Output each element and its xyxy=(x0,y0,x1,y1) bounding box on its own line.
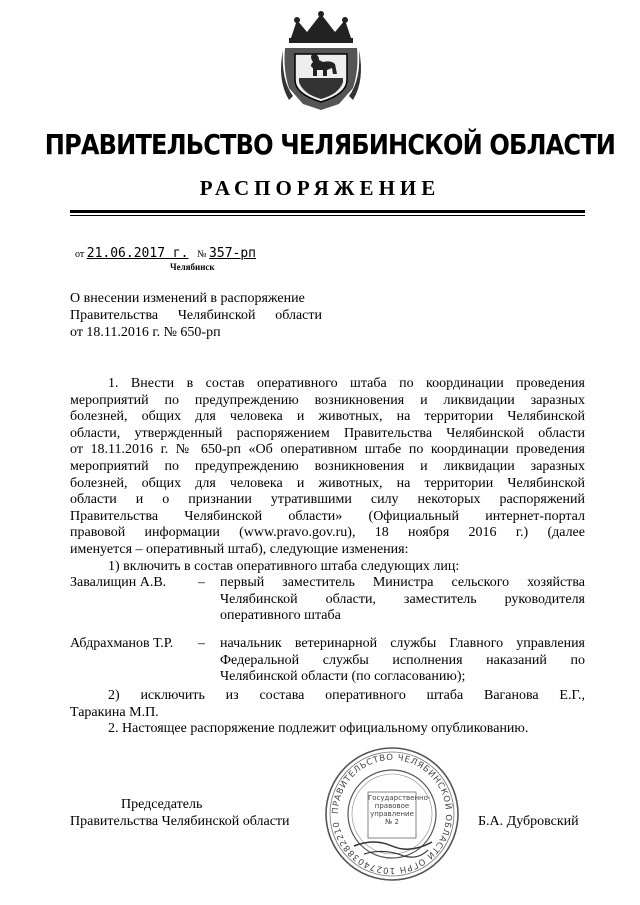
document-date: 21.06.2017 г. xyxy=(86,246,189,261)
subject-line: Правительства Челябинской области xyxy=(70,308,322,323)
person-dash: – xyxy=(198,636,205,651)
item-1-line: 1. Внести в состав оперативного штаба по координации проведения xyxy=(108,376,585,391)
include-subitem: 1) включить в состав оперативного штаба следующих лиц: xyxy=(108,558,460,574)
document-subject xyxy=(70,290,322,341)
coat-of-arms-icon xyxy=(283,10,359,112)
subject-line: О внесении изменений в распоряжение xyxy=(70,291,305,306)
person-description-line: первый заместитель Министра сельского хозяйства xyxy=(220,575,585,590)
item-1-line: мероприятий по предупреждению возникновения и ликвидации заразных xyxy=(70,458,585,474)
person-description xyxy=(220,636,585,686)
header-divider-thick xyxy=(70,210,585,213)
item-1-line: именуется – оперативный штаб), следующие изменения: xyxy=(70,541,409,557)
exclude-subitem xyxy=(70,688,585,738)
signatory-organization: Правительства Челябинской области xyxy=(70,814,290,829)
item-1-line: от 18.11.2016 г. № 650-рп «Об оперативном штабе по координации проведения xyxy=(70,442,585,458)
item-1-line: Правительства Челябинской области» (Официальный интернет-портал xyxy=(70,508,585,524)
item-1-line: области и о признании утратившими силу некоторых распоряжений xyxy=(70,492,585,508)
person-description-line: Челябинской области, заместитель руководителя xyxy=(220,591,585,607)
stamp-outer-text: ПРАВИТЕЛЬСТВО ЧЕЛЯБИНСКОЙ ОБЛАСТИ ОГРН 1027403882210 xyxy=(330,752,454,876)
person-description xyxy=(220,575,585,625)
item-1-line: мероприятий по предупреждению возникновения и ликвидации заразных xyxy=(70,392,585,408)
signatory-title: Председатель xyxy=(121,797,203,812)
person-description-line: Федеральной службы исполнения наказаний по xyxy=(220,652,585,668)
person-description-line: начальник ветеринарной службы Главного управления xyxy=(220,636,585,651)
official-seal-stamp-icon xyxy=(324,746,460,882)
exclude-line: 2) исключить из состава оперативного штаба Ваганова Е.Г., xyxy=(108,688,585,703)
person-entry xyxy=(0,636,640,696)
item-1-line: правовой информации (www.pravo.gov.ru), 18 ноября 2016 г.) (далее xyxy=(70,525,585,541)
item-1-line: болезней, общих для человека и животных, на территории Челябинской xyxy=(70,475,585,491)
person-name: Завалищин А.В. xyxy=(70,575,167,590)
item-1-line: области, утвержденный распоряжением Правительства Челябинской области xyxy=(70,425,585,441)
date-from-label: от xyxy=(75,249,85,260)
person-description-line: Челябинской области (по согласованию); xyxy=(220,669,466,685)
person-dash: – xyxy=(198,575,205,590)
person-description-line: оперативного штаба xyxy=(220,608,341,624)
subject-line: от 18.11.2016 г. № 650-рп xyxy=(70,325,221,340)
document-type: РАСПОРЯЖЕНИЕ xyxy=(199,176,441,200)
date-line xyxy=(75,246,256,261)
person-name: Абдрахманов Т.Р. xyxy=(70,636,174,651)
city-label: Челябинск xyxy=(170,262,215,272)
stamp-inner-text: Государственно-правовое управление № 2 xyxy=(368,794,431,826)
item-1-line: болезней, общих для человека и животных, на территории Челябинской xyxy=(70,409,585,425)
person-entry xyxy=(0,575,640,635)
exclude-line: Таракина М.П. xyxy=(70,704,159,720)
header-divider-thin xyxy=(70,215,585,216)
item-1-paragraph xyxy=(70,376,585,575)
item-2-paragraph: 2. Настоящее распоряжение подлежит официальному опубликованию. xyxy=(108,721,529,737)
document-number: 357-рп xyxy=(209,246,257,261)
signatory-name: Б.А. Дубровский xyxy=(478,814,579,829)
government-title: ПРАВИТЕЛЬСТВО ЧЕЛЯБИНСКОЙ ОБЛАСТИ xyxy=(44,128,616,161)
number-label: № xyxy=(197,249,207,260)
